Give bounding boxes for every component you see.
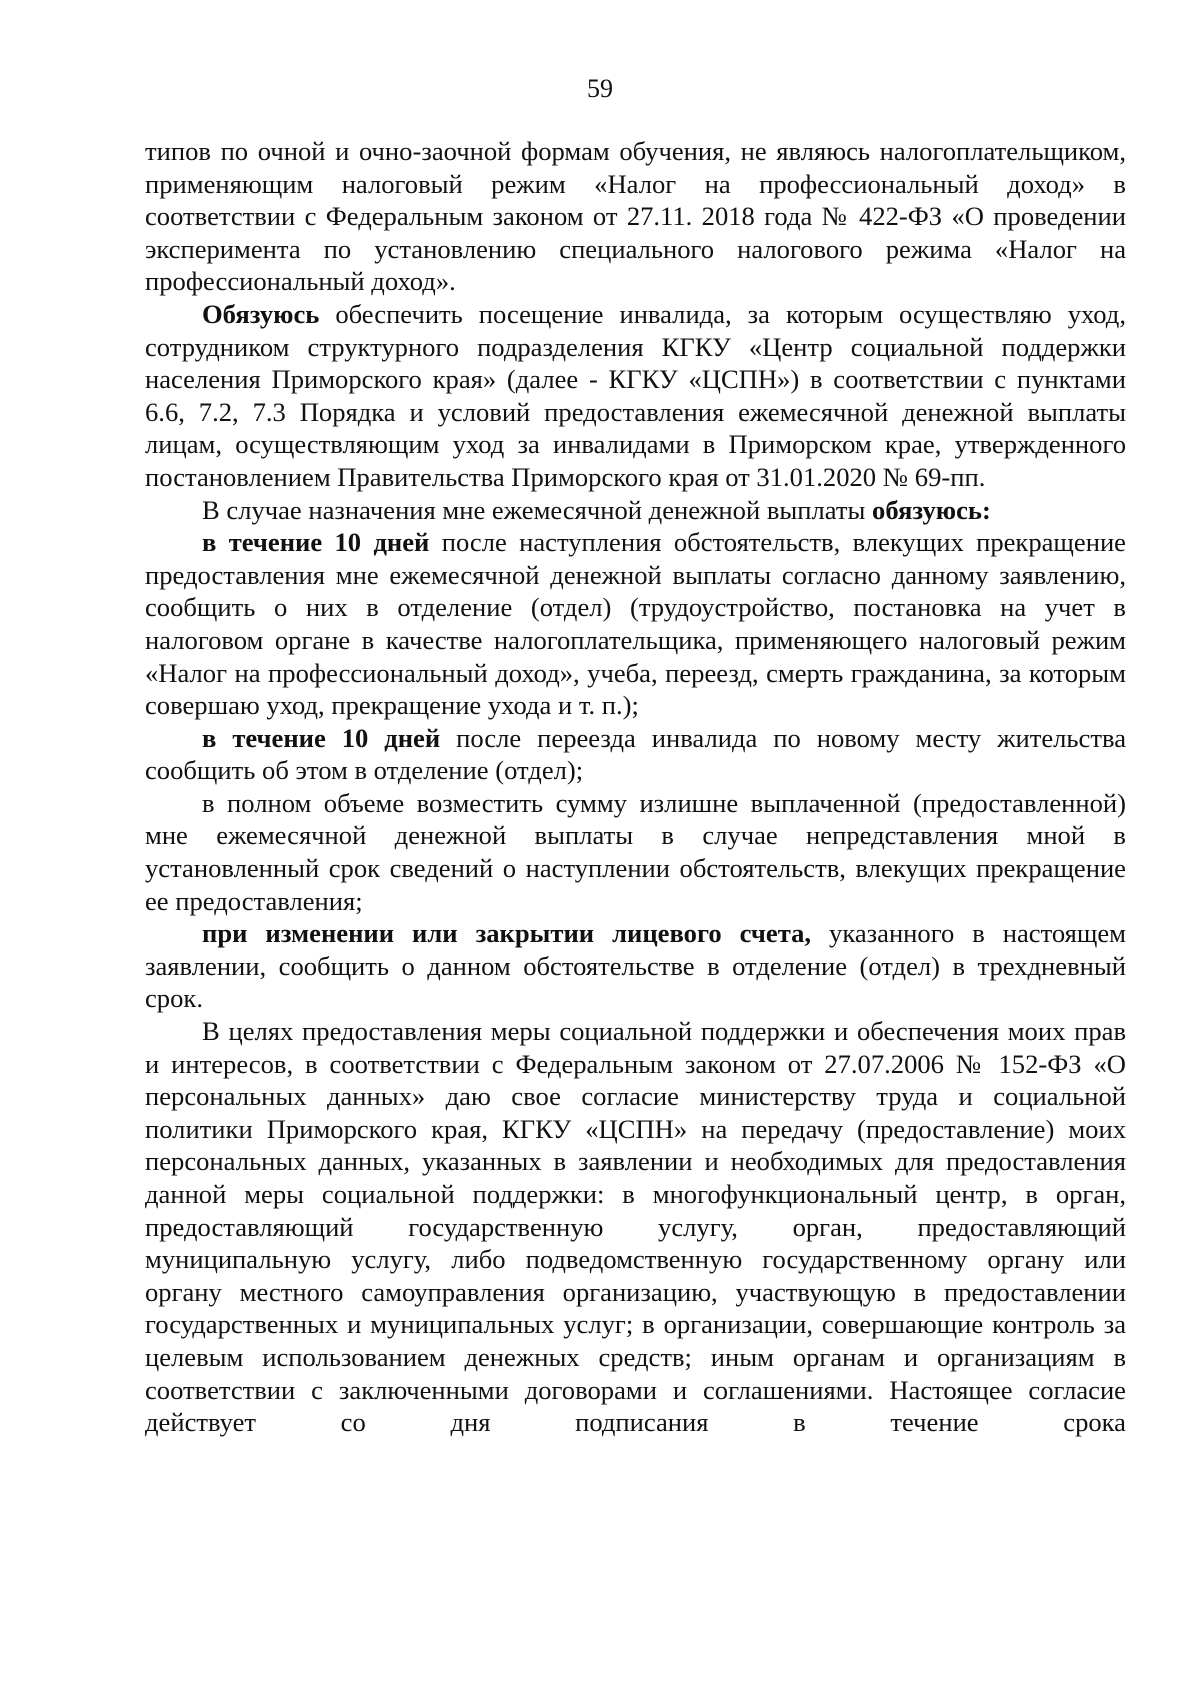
paragraph-text: обеспечить посещение инвалида, за которым осуществляю уход, сотрудником структурного подразделения КГКУ «Центр социальной поддержки населения Приморского края» (далее - КГКУ «ЦСПН») в соответствии с пунктами 6.6, 7.2, 7.3 Порядка и условий предоставления ежемесячной денежной выплаты лицам, осуществляющим уход за инвалидами в Приморском крае, утвержденного постановлением Правительства Приморского края от 31.01.2020 № 69-пп. [145, 298, 1126, 492]
paragraph-visit-obligation [145, 298, 1126, 494]
paragraph-termination-notice [145, 526, 1126, 722]
paragraph-text: после наступления обстоятельств, влекущих прекращение предоставления мне ежемесячной денежной выплаты согласно данному заявлению, сообщить о них в отделение (отдел) (трудоустройство, постановка на учет в налоговом органе в качестве налогоплательщика, применяющего налоговый режим «Налог на профессиональный доход», учеба, переезд, смерть гражданина, за которым совершаю уход, прекращение ухода и т. п.); [145, 527, 1126, 721]
bold-obligation-word: обязуюсь: [872, 494, 991, 525]
paragraph-personal-data-consent: В целях предоставления меры социальной поддержки и обеспечения моих прав и интересов, в соответствии с Федеральным законом от 27.07.2006 № 152-ФЗ «О персональных данных» даю свое согласие министерству труда и социальной политики Приморского края, КГКУ «ЦСПН» на передачу (предоставление) моих персональных данных, указанных в заявлении и необходимых для предоставления данной меры социальной поддержки: в многофункциональный центр, в орган, предоставляющий государственную услугу, орган, предоставляющий муниципальную услугу, либо подведомственную государственному органу или органу местного самоуправления организацию, участвующую в предоставлении государственных и муниципальных услуг; в организации, совершающие контроль за целевым использованием денежных средств; иным органам и организациям в соответствии с заключенными договорами и соглашениями. Настоящее согласие действует со дня подписания в течение срока [145, 1016, 1126, 1438]
paragraph-payment-obligations-intro [145, 494, 1126, 527]
paragraph-text: указанного в настоящем заявлении, сообщить о данном обстоятельстве в отделение (отдел) в трехдневный срок. [145, 918, 1126, 1014]
paragraph-text: после переезда инвалида по новому месту жительства сообщить об этом в отделение (отдел); [145, 722, 1126, 786]
paragraph-reimbursement: в полном объеме возместить сумму излишне выплаченной (предоставленной) мне ежемесячной денежной выплаты в случае непредставления мной в установленный срок сведений о наступлении обстоятельств, влекущих прекращение ее предоставления; [145, 787, 1126, 916]
paragraph-account-change [145, 917, 1126, 1015]
bold-obligation-word: Обязуюсь [202, 298, 320, 329]
paragraph-relocation-notice [145, 722, 1126, 787]
document-body [145, 135, 1126, 1439]
bold-deadline: в течение 10 дней [202, 527, 430, 558]
bold-account-change: при изменении или закрытии лицевого счета, [202, 918, 812, 949]
paragraph-text: В случае назначения мне ежемесячной денежной выплаты [202, 494, 873, 525]
paragraph-education-tax-status: типов по очной и очно-заочной формам обучения, не являюсь налогоплательщиком, применяющим налоговый режим «Налог на профессиональный доход» в соответствии с Федеральным законом от 27.11. 2018 года № 422-ФЗ «О проведении эксперимента по установлению специального налогового режима «Налог на профессиональный доход». [145, 136, 1126, 297]
page-number: 59 [587, 74, 613, 103]
bold-deadline: в течение 10 дней [202, 722, 441, 753]
